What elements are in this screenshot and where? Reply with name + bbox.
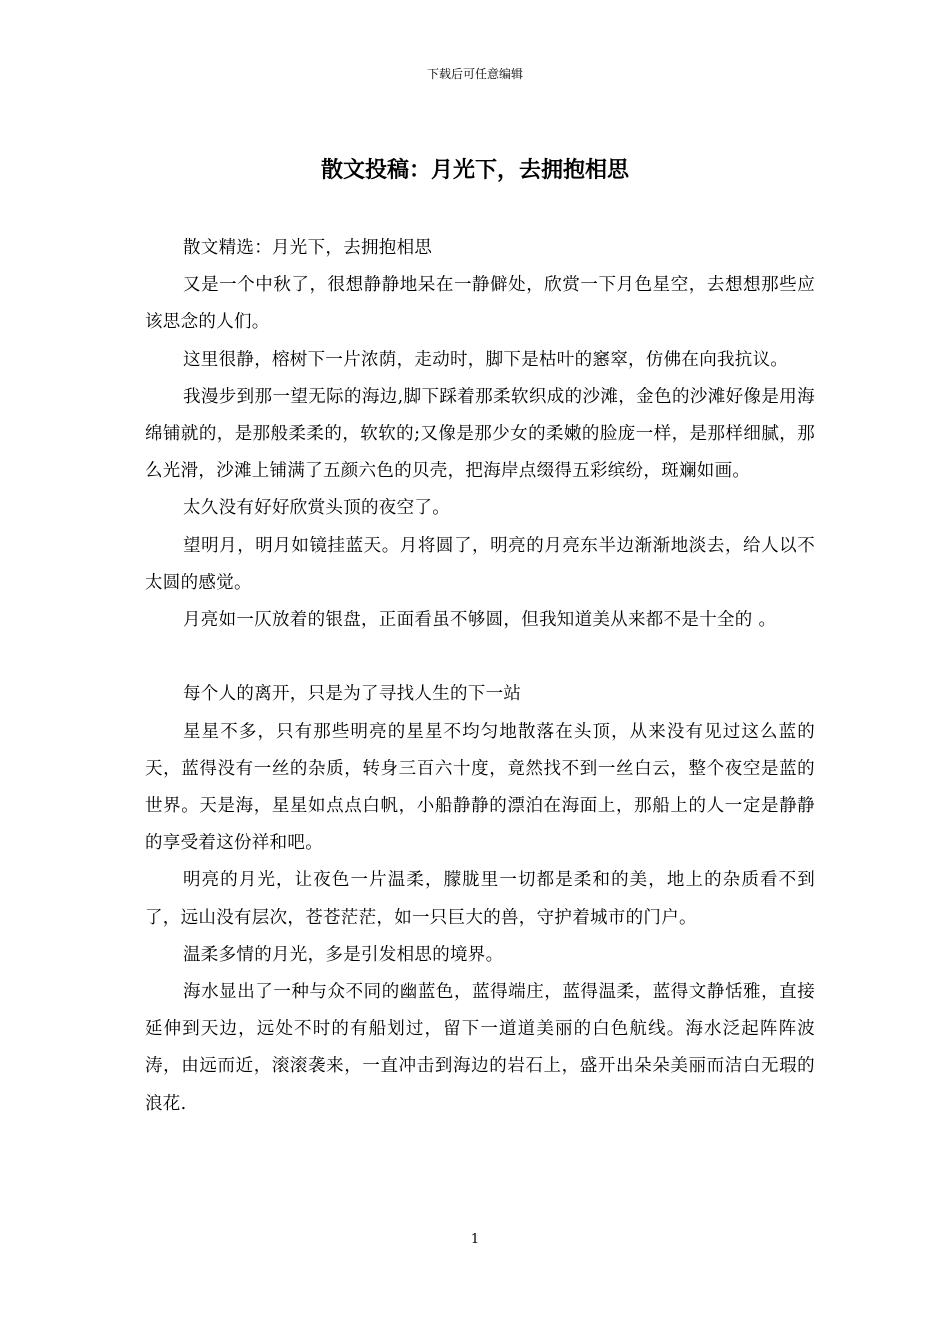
blank-line: [145, 639, 815, 676]
paragraph-subtitle: 散文精选：月光下，去拥抱相思: [183, 238, 433, 258]
paragraph: 星星不多，只有那些明亮的星星不均匀地散落在头顶，从来没有见过这么蓝的天，蓝得没有一丝的杂质，转身三百六十度，竟然找不到一丝白云，整个夜空是蓝的世界。天是海，星星如点点白帆，小船静静的漂泊在海面上，那船上的人一定是静静的享受着这份祥和吧。: [145, 721, 815, 854]
paragraph: 太久没有好好欣赏头顶的夜空了。: [183, 498, 450, 519]
paragraph: 这里很静，榕树下一片浓荫，走动时，脚下是枯叶的窸窣，仿佛在向我抗议。: [183, 349, 789, 370]
paragraph: 明亮的月光，让夜色一片温柔，朦胧里一切都是柔和的美，地上的杂质看不到了，远山没有层次，苍苍茫茫，如一只巨大的兽，守护着城市的门户。: [145, 870, 815, 928]
paragraph: 望明月，明月如镜挂蓝天。月将圆了，明亮的月亮东半边渐渐地淡去，给人以不太圆的感觉。: [145, 535, 815, 593]
document-title: 散文投稿：月光下，去拥抱相思: [320, 157, 629, 183]
paragraph: 又是一个中秋了，很想静静地呆在一静僻处，欣赏一下月色星空，去想想那些应该思念的人们。: [145, 275, 815, 333]
paragraph: 月亮如一仄放着的银盘，正面看虽不够圆，但我知道美从来都不是十全的 。: [183, 610, 777, 631]
page-header: 下载后可任意编辑: [426, 67, 523, 81]
paragraph: 我漫步到那一望无际的海边,脚下踩着那柔软织成的沙滩，金色的沙滩好像是用海绵铺就的，是那般柔柔的，软软的;又像是那少女的柔嫩的脸庞一样，是那样细腻，那么光滑，沙滩上铺满了五颜六色的贝壳，把海岸点缀得五彩缤纷，斑斓如画。: [145, 386, 815, 482]
paragraph: 海水显出了一种与众不同的幽蓝色，蓝得端庄，蓝得温柔，蓝得文静恬雅，直接延伸到天边，远处不时的有船划过，留下一道道美丽的白色航线。海水泛起阵阵波涛，由远而近，滚滚袭来，一直冲击到海边的岩石上，盛开出朵朵美丽而洁白无瑕的浪花.: [145, 982, 815, 1114]
page-number: 1: [470, 1232, 480, 1247]
paragraph-section-heading: 每个人的离开，只是为了寻找人生的下一站: [183, 684, 522, 705]
paragraph: 温柔多情的月光，多是引发相思的境界。: [183, 944, 504, 965]
document-body: [145, 230, 815, 1123]
